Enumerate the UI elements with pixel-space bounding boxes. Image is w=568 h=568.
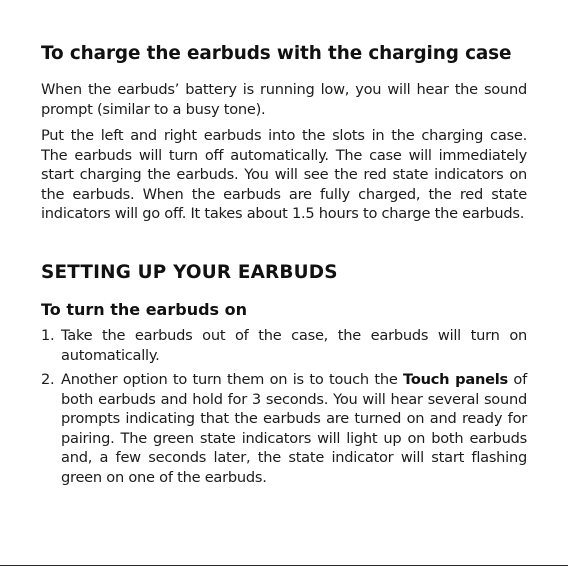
touch-panels-term: Touch panels (403, 371, 508, 388)
charging-instructions-paragraph: Put the left and right earbuds into the slots in the charging case. The earbuds will turn off automatically. The case will immediately start charging the earbuds. You will see the red state indicators on the earbuds. When the earbuds are fully charged, the red state indicators will go off. It takes about 1.5 hours to charge the earbuds. (41, 127, 527, 222)
step-text-after: of both earbuds and hold for 3 seconds. You will hear several sound prompts indicating that the earbuds are turned on and ready for pairing. The green state indicators will light up on both earbuds and, a few seconds later, the state indicator will start flashing green on one of the earbuds. (61, 371, 527, 486)
low-battery-paragraph: When the earbuds’ battery is running low, you will hear the sound prompt (similar to a busy tone). (41, 81, 527, 118)
list-item (41, 370, 527, 487)
step-number: 1. (41, 327, 55, 344)
page-bottom-rule (0, 565, 568, 566)
list-item (41, 326, 527, 365)
step-text: Take the earbuds out of the case, the earbuds will turn on automatically. (61, 327, 527, 364)
setup-heading: SETTING UP YOUR EARBUDS (41, 262, 338, 283)
turn-on-steps-list (41, 326, 527, 487)
turn-on-subheading: To turn the earbuds on (41, 300, 248, 319)
charging-section-heading: To charge the earbuds with the charging case (41, 43, 512, 64)
step-number: 2. (41, 371, 55, 388)
step-text-before: Another option to turn them on is to touch the (61, 371, 404, 388)
